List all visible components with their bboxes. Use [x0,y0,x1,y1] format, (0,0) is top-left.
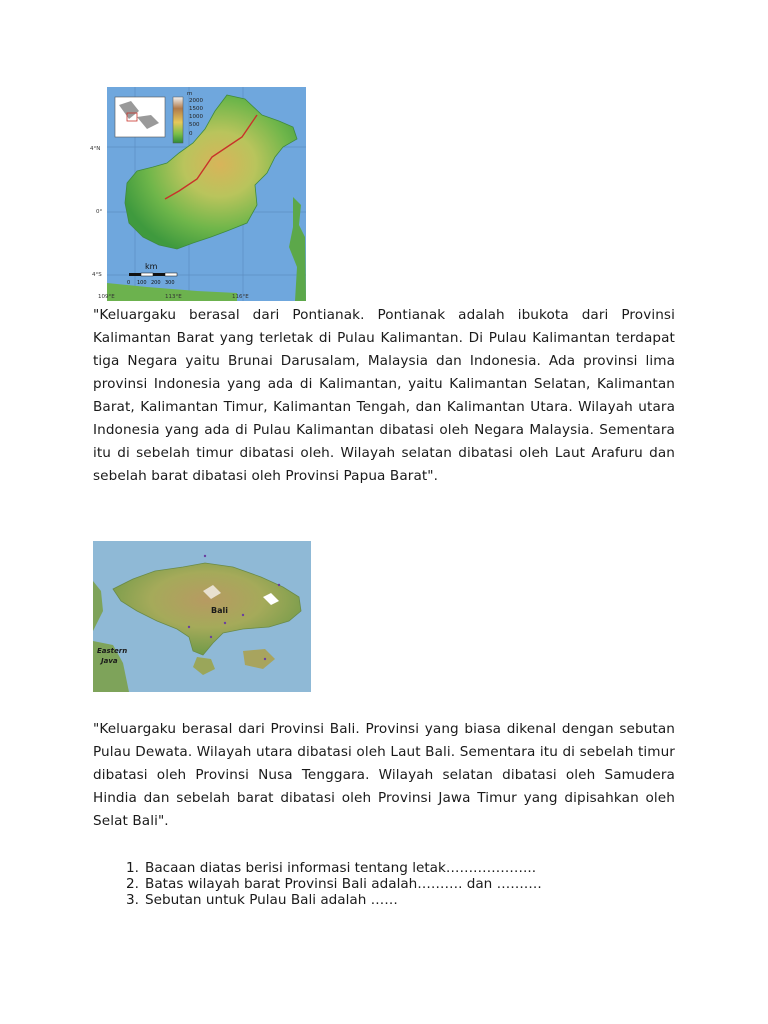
lat-label: 4°N [90,146,101,152]
lat-label: 0° [96,209,103,215]
scale-label: km [145,262,158,271]
question-list [93,860,675,908]
legend-unit: m [187,91,193,97]
legend-value: 0 [189,131,193,137]
question-item [93,892,675,908]
paragraph-pontianak: "Keluargaku berasal dari Pontianak. Pontianak adalah ibukota dari Provinsi Kalimantan Barat yang terletak di Pulau Kalimantan. Di Pulau Kalimantan terdapat tiga Negara yaitu Brunai Darusalam, Malaysia dan Indonesia. Ada provinsi lima provinsi Indonesia yang ada di Kalimantan, yaitu Kalimantan Selatan, Kalimantan Barat, Kalimantan Timur, Kalimantan Tengah, dan Kalimantan Utara. Wilayah utara Indonesia yang ada di Pulau Kalimantan dibatasi oleh Negara Malaysia. Sementara itu di sebelah timur dibatasi oleh. Wilayah selatan dibatasi oleh Laut Arafuru dan sebelah barat dibatasi oleh Provinsi Papua Barat". [93,307,675,484]
legend-value: 500 [189,122,200,128]
question-text: Batas wilayah barat Provinsi Bali adalah………. dan ………. [145,876,542,892]
scale-tick: 100 [137,280,147,286]
scale-tick: 0 [127,280,131,286]
legend-value: 1500 [189,106,203,112]
lat-label: 4°S [92,272,102,278]
legend-value: 2000 [189,98,203,104]
question-item [93,860,675,876]
bali-map [93,541,311,692]
lon-label: 116°E [232,294,249,300]
lon-label: 109°E [98,294,115,300]
question-text: Bacaan diatas berisi informasi tentang letak……………….. [145,860,537,876]
borneo-map [107,87,306,301]
scale-tick: 200 [151,280,161,286]
scale-tick: 300 [165,280,175,286]
question-number: 1. [126,860,139,876]
question-number: 2. [126,876,139,892]
lon-label: 113°E [165,294,182,300]
legend-value: 1000 [189,114,203,120]
java-label: Eastern Java [97,647,128,665]
question-item [93,876,675,892]
question-text: Sebutan untuk Pulau Bali adalah …… [145,892,398,908]
paragraph-bali: "Keluargaku berasal dari Provinsi Bali. Provinsi yang biasa dikenal dengan sebutan Pulau Dewata. Wilayah utara dibatasi oleh Laut Bali. Sementara itu di sebelah timur dibatasi oleh Provinsi Nusa Tenggara. Wilayah selatan dibatasi oleh Samudera Hindia dan sebelah barat dibatasi oleh Provinsi Jawa Timur yang dipisahkan oleh Selat Bali". [93,721,675,829]
question-number: 3. [126,892,139,908]
bali-label: Bali [211,606,228,615]
